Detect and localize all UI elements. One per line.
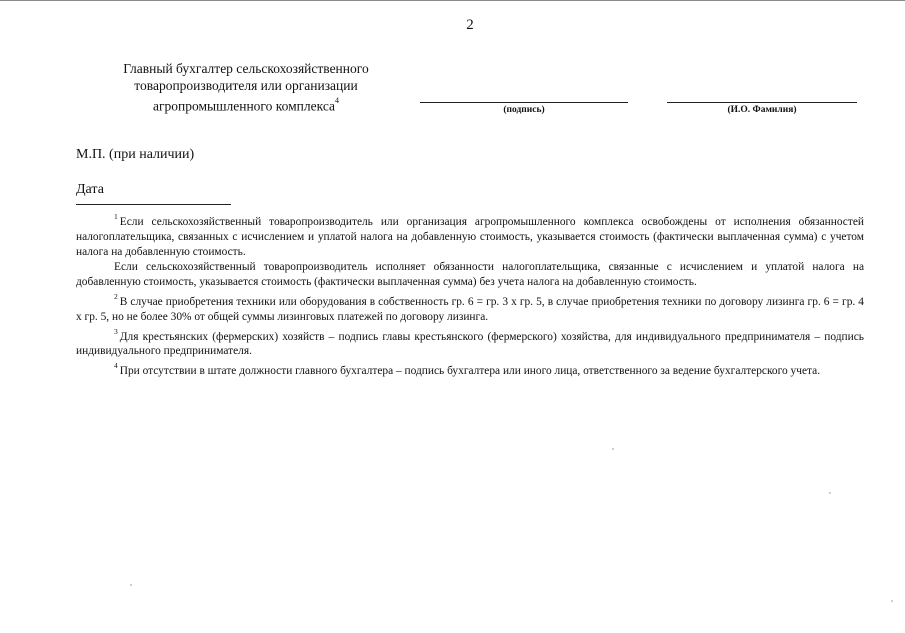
footnote-4-ref: 4 [114, 361, 118, 371]
signer-title [92, 60, 400, 115]
signature-line [420, 102, 628, 103]
signature-caption: (подпись) [503, 105, 545, 115]
footnote-2-text: В случае приобретения техники или оборудования в собственность гр. 6 = гр. 3 х гр. 5, в случае приобретения техники по договору лизинга гр. 6 = гр. 4 х гр. 5, но не более 30% от общей суммы лизинговых платежей по договору лизинга. [76, 295, 864, 323]
scan-speck [130, 584, 132, 586]
stamp-label: М.П. (при наличии) [76, 147, 195, 162]
page-top-edge [0, 0, 905, 1]
footnote-3 [76, 325, 864, 360]
signer-title-line-3-text: агропромышленного комплекса [153, 98, 335, 114]
scan-speck [829, 492, 831, 494]
date-label: Дата [76, 182, 104, 197]
footnote-3-text: Для крестьянских (фермерских) хозяйств – подпись главы крестьянского (фермерского) хозяйства, для индивидуального предпринимателя – подпись индивидуального предпринимателя. [76, 330, 864, 358]
footnote-ref-4: 4 [335, 96, 339, 105]
footnote-4-text: При отсутствии в штате должности главного бухгалтера – подпись бухгалтера или иного лица, ответственного за ведение бухгалтерского учета. [119, 365, 821, 378]
signer-title-line-3 [92, 94, 400, 115]
signer-title-line-2: товаропроизводителя или организации [134, 78, 358, 93]
footnote-1-ref: 1 [114, 212, 118, 221]
footnote-1-continued [76, 260, 864, 290]
page-number: 2 [466, 17, 474, 33]
scan-speck [891, 600, 893, 602]
footnote-1-continued-text: Если сельскохозяйственный товаропроизводитель исполняет обязанности налогоплательщика, связанные с исчислением и уплатой налога на добавленную стоимость, указывается стоимость (фактически выплаченная сумма) без учета налога на добавленную стоимость. [76, 260, 864, 288]
footnote-3-ref: 3 [114, 326, 118, 336]
footnote-4 [76, 359, 864, 379]
name-line [667, 102, 857, 103]
footnote-1-text: Если сельскохозяйственный товаропроизводитель или организация агропромышленного комплекса освобождены от исполнения обязанностей налогоплательщика, связанных с исчислением и уплатой налога на добавленную стоимость, указывается стоимость (фактически выплаченная сумма) с учетом налога на добавленную стоимость. [76, 215, 864, 258]
signer-title-line-1: Главный бухгалтер сельскохозяйственного [123, 61, 369, 76]
footnote-2-ref: 2 [114, 291, 118, 301]
name-caption: (И.О. Фамилия) [727, 105, 797, 115]
footnote-2 [76, 290, 864, 325]
footnotes [76, 210, 864, 379]
scan-speck [612, 448, 614, 450]
footnote-separator-line [76, 204, 231, 205]
footnote-1 [76, 210, 864, 260]
